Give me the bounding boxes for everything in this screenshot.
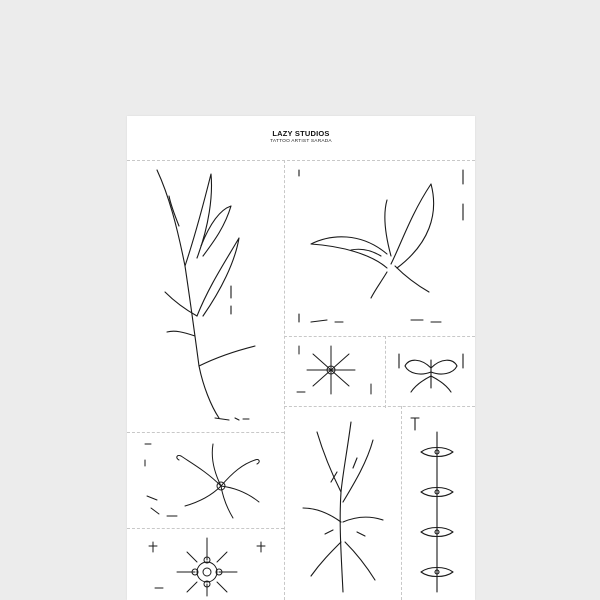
- cut-line-right-low: [401, 406, 402, 600]
- brand-title: LAZY STUDIOS: [272, 129, 330, 138]
- crystal-icon: [291, 412, 397, 596]
- cut-line-left-1: [127, 432, 284, 433]
- tattoo-sheet: [127, 116, 475, 600]
- bug-icon: [391, 344, 471, 400]
- butterfly-icon: [291, 164, 471, 330]
- branch-icon: [139, 166, 279, 426]
- flower-burst-icon: [137, 436, 277, 524]
- starburst-icon: [291, 340, 381, 402]
- cut-line-right-mid: [385, 336, 386, 408]
- mandala-icon: [137, 532, 277, 598]
- cut-line-left-2: [127, 528, 284, 529]
- spine-icon: [405, 412, 471, 596]
- sheet-header: [127, 116, 475, 160]
- cut-line-right-2: [284, 406, 475, 407]
- cut-line-right-1: [284, 336, 475, 337]
- artist-subtitle: TATTOO ARTIST SARADA: [270, 139, 332, 144]
- cut-line-header: [127, 160, 475, 161]
- cut-line-left-column: [284, 160, 285, 600]
